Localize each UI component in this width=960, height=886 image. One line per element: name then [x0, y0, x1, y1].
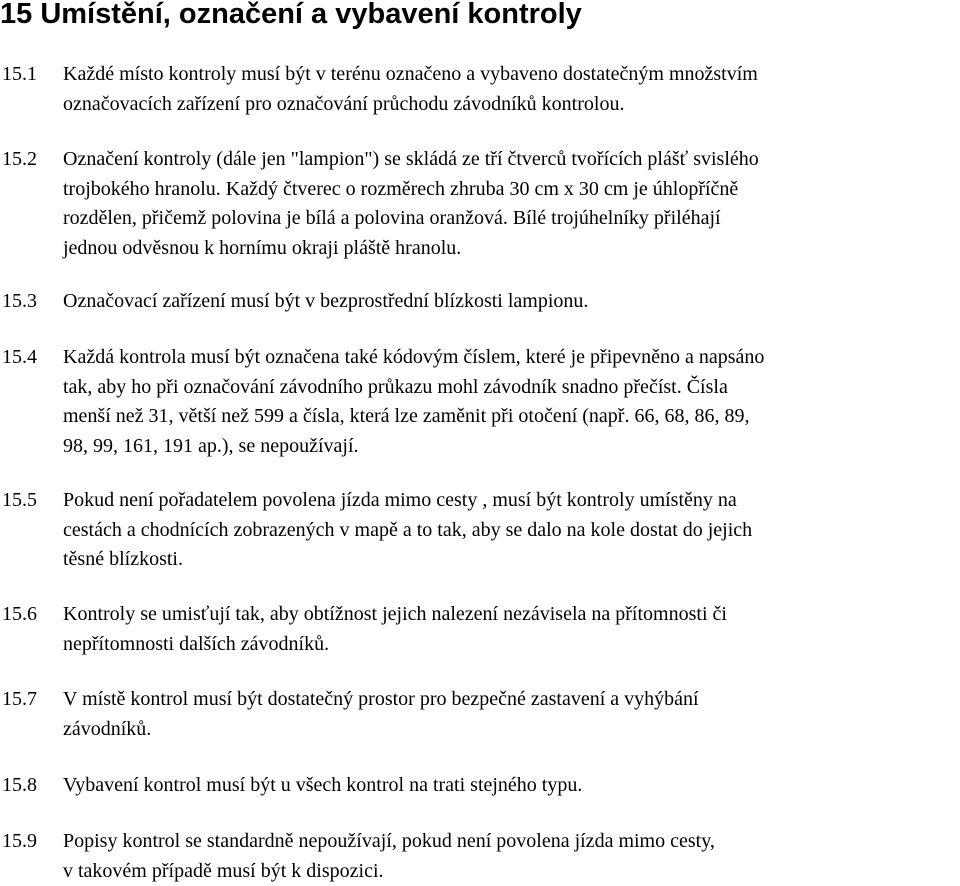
- text-line: trojbokého hranolu. Každý čtverec o rozměrech zhruba 30 cm x 30 cm je úhlopříčně: [63, 177, 739, 200]
- text-line: Každé místo kontroly musí být v terénu označeno a vybaveno dostatečným množstvím: [63, 63, 758, 85]
- text-line: Označení kontroly (dále jen "lampion") se skládá ze tří čtverců tvořících plášť svislého: [63, 148, 759, 170]
- section-number: 15.2: [2, 148, 37, 170]
- text-line: Vybavení kontrol musí být u všech kontrol na trati stejného typu.: [63, 774, 583, 796]
- section-number: 15.6: [2, 603, 37, 625]
- text-line: rozdělen, přičemž polovina je bílá a polovina oranžová. Bílé trojúhelníky přiléhají: [63, 207, 721, 230]
- text-line: Pokud není pořadatelem povolena jízda mimo cesty , musí být kontroly umístěny na: [63, 489, 737, 511]
- section-number: 15.5: [2, 489, 37, 511]
- section-number: 15.3: [2, 290, 37, 312]
- text-line: označovacích zařízení pro označování průchodu závodníků kontrolou.: [63, 92, 625, 115]
- section-text: [63, 685, 960, 744]
- text-line: těsné blízkosti.: [63, 548, 183, 571]
- page-title: 15 Umístění, označení a vybavení kontroly: [0, 0, 582, 30]
- text-line: nepřítomnosti dalších závodníků.: [63, 632, 330, 655]
- section-text: [63, 827, 960, 886]
- text-line: Označovací zařízení musí být v bezprostřední blízkosti lampionu.: [63, 290, 589, 312]
- section-number: 15.7: [2, 688, 37, 710]
- text-line: Každá kontrola musí být označena také kódovým číslem, které je připevněno a napsáno: [63, 346, 765, 368]
- text-line: 98, 99, 161, 191 ap.), se nepoužívají.: [63, 434, 359, 457]
- text-line: jednou odvěsnou k hornímu okraji pláště hranolu.: [63, 236, 462, 259]
- section-number: 15.1: [2, 63, 37, 85]
- text-line: v takovém případě musí být k dispozici.: [63, 859, 384, 882]
- section-number: 15.9: [2, 830, 37, 852]
- section-text: [63, 771, 960, 801]
- text-line: Popisy kontrol se standardně nepoužívají, pokud není povolena jízda mimo cesty,: [63, 830, 715, 852]
- text-line: tak, aby ho při označování závodního průkazu mohl závodník snadno přečíst. Čísla: [63, 375, 728, 398]
- text-line: cestách a chodnících zobrazených v mapě a to tak, aby se dalo na kole dostat do jejich: [63, 518, 753, 541]
- section-text: [63, 343, 960, 461]
- section-text: [63, 287, 960, 317]
- text-line: Kontroly se umisťují tak, aby obtížnost jejich nalezení nezávisela na přítomnosti či: [63, 603, 727, 625]
- text-line: V místě kontrol musí být dostatečný prostor pro bezpečné zastavení a vyhýbání: [63, 688, 699, 710]
- section-text: [63, 145, 960, 263]
- section-number: 15.8: [2, 774, 37, 796]
- text-line: závodníků.: [63, 717, 152, 740]
- section-text: [63, 60, 960, 119]
- section-text: [63, 486, 960, 575]
- text-line: menší než 31, větší než 599 a čísla, která lze zaměnit při otočení (např. 66, 68, 86, 89,: [63, 405, 750, 428]
- section-number: 15.4: [2, 346, 37, 368]
- section-text: [63, 600, 960, 659]
